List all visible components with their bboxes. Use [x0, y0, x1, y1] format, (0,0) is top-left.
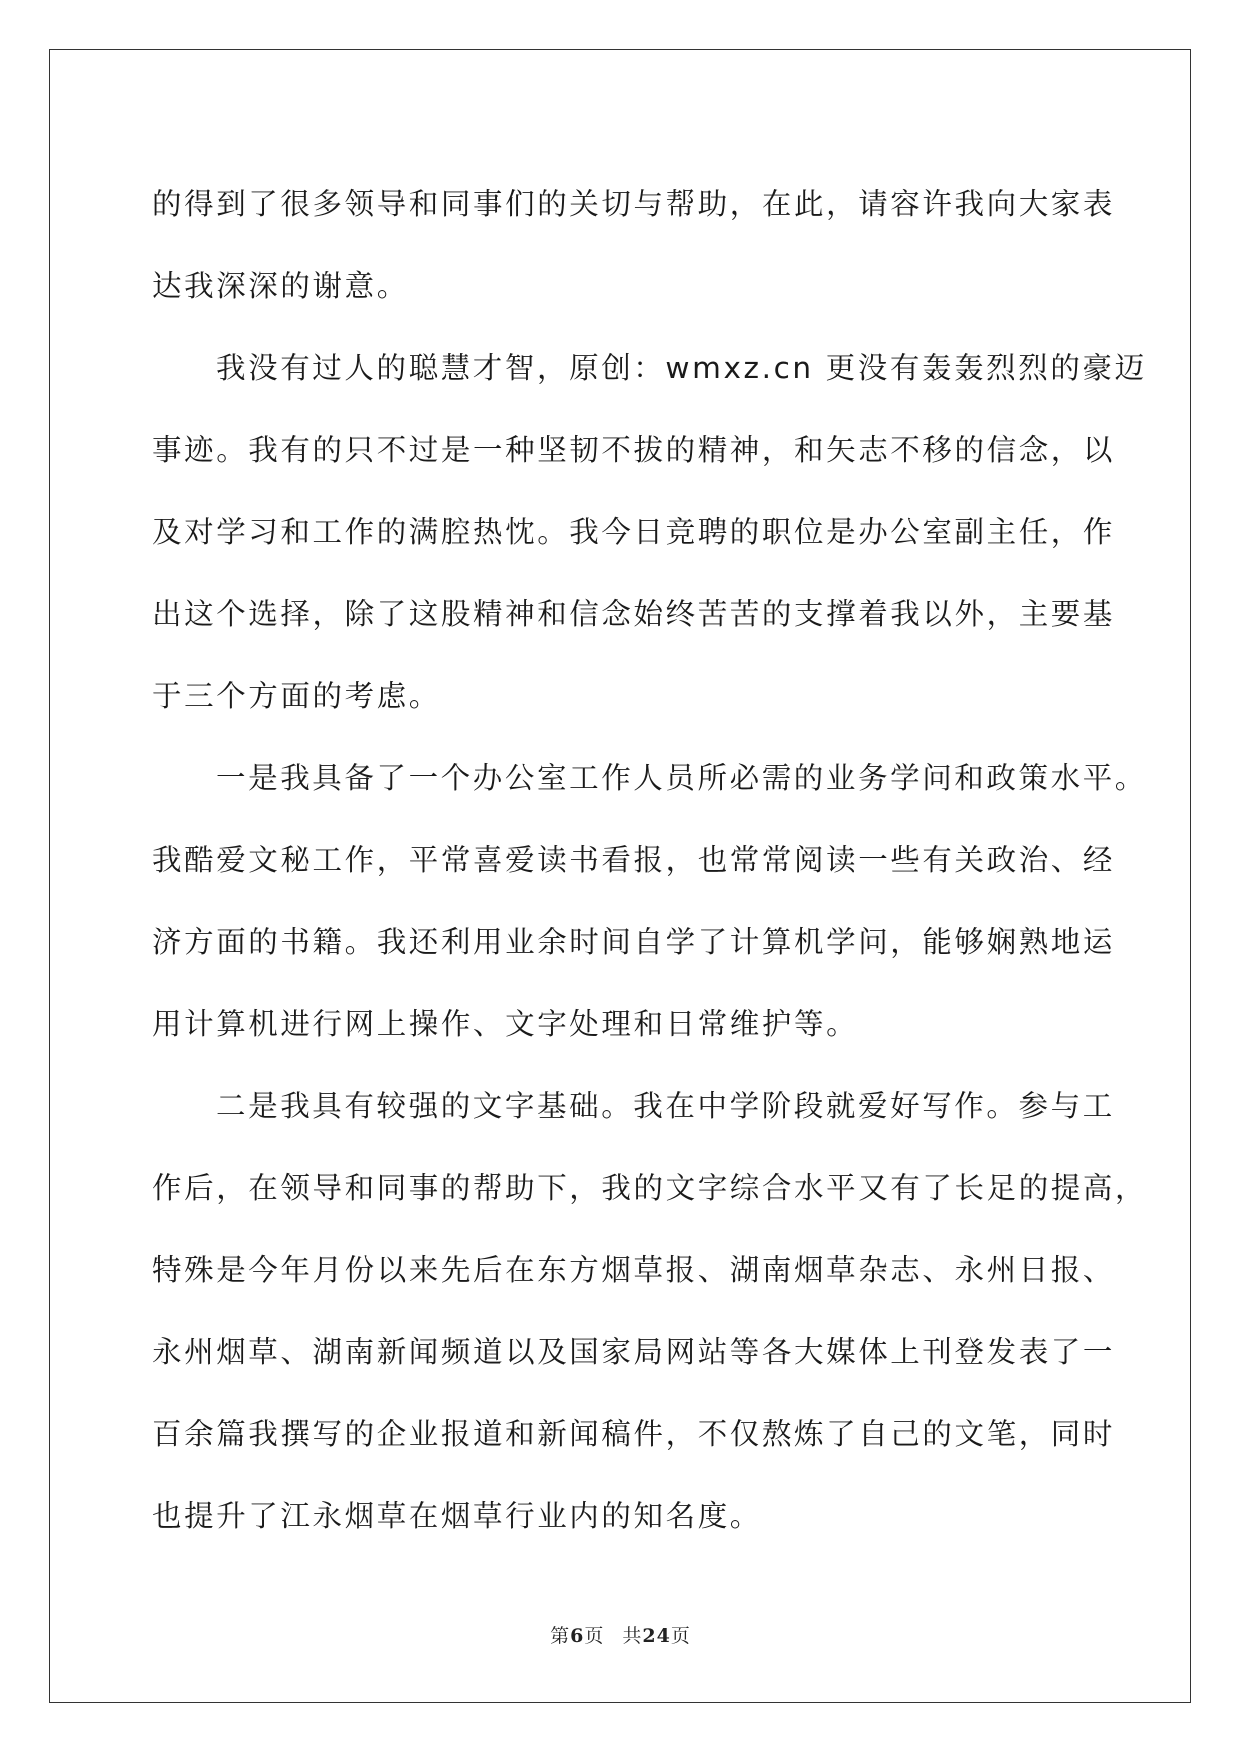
text-line: 用计算机进行网上操作、文字处理和日常维护等。	[152, 1007, 859, 1041]
text-line: 于三个方面的考虑。	[152, 679, 441, 713]
text-line: 的得到了很多领导和同事们的关切与帮助，在此，请容许我向大家表	[152, 187, 1116, 221]
text-line: 特殊是今年月份以来先后在东方烟草报、湖南烟草杂志、永州日报、	[152, 1253, 1116, 1287]
text-line: 我没有过人的聪慧才智，原创：wmxz.cn 更没有轰轰烈烈的豪迈	[216, 351, 1147, 385]
page-footer	[0, 1621, 1241, 1648]
text-line: 作后，在领导和同事的帮助下，我的文字综合水平又有了长足的提高，	[152, 1171, 1148, 1205]
text-line: 我酷爱文秘工作，平常喜爱读书看报，也常常阅读一些有关政治、经	[152, 843, 1116, 877]
page-number: 6	[570, 1625, 585, 1647]
text-line: 一是我具备了一个办公室工作人员所必需的业务学问和政策水平。	[216, 761, 1147, 795]
total-suffix: 页	[670, 1625, 691, 1647]
text-line: 永州烟草、湖南新闻频道以及国家局网站等各大媒体上刊登发表了一	[152, 1335, 1116, 1369]
text-line: 达我深深的谢意。	[152, 269, 409, 303]
total-pages: 24	[642, 1625, 671, 1647]
text-line: 及对学习和工作的满腔热忱。我今日竞聘的职位是办公室副主任，作	[152, 515, 1116, 549]
text-line: 二是我具有较强的文字基础。我在中学阶段就爱好写作。参与工	[216, 1089, 1115, 1123]
page-suffix: 页	[584, 1625, 605, 1647]
text-line: 出这个选择，除了这股精神和信念始终苦苦的支撑着我以外，主要基	[152, 597, 1116, 631]
text-line: 也提升了江永烟草在烟草行业内的知名度。	[152, 1499, 762, 1533]
text-line: 百余篇我撰写的企业报道和新闻稿件，不仅熬炼了自己的文笔，同时	[152, 1417, 1116, 1451]
document-body	[152, 163, 1148, 1557]
text-line: 济方面的书籍。我还利用业余时间自学了计算机学问，能够娴熟地运	[152, 925, 1116, 959]
total-prefix: 共	[622, 1625, 643, 1647]
page-prefix: 第	[550, 1625, 571, 1647]
text-line: 事迹。我有的只不过是一种坚韧不拔的精神，和矢志不移的信念，以	[152, 433, 1116, 467]
